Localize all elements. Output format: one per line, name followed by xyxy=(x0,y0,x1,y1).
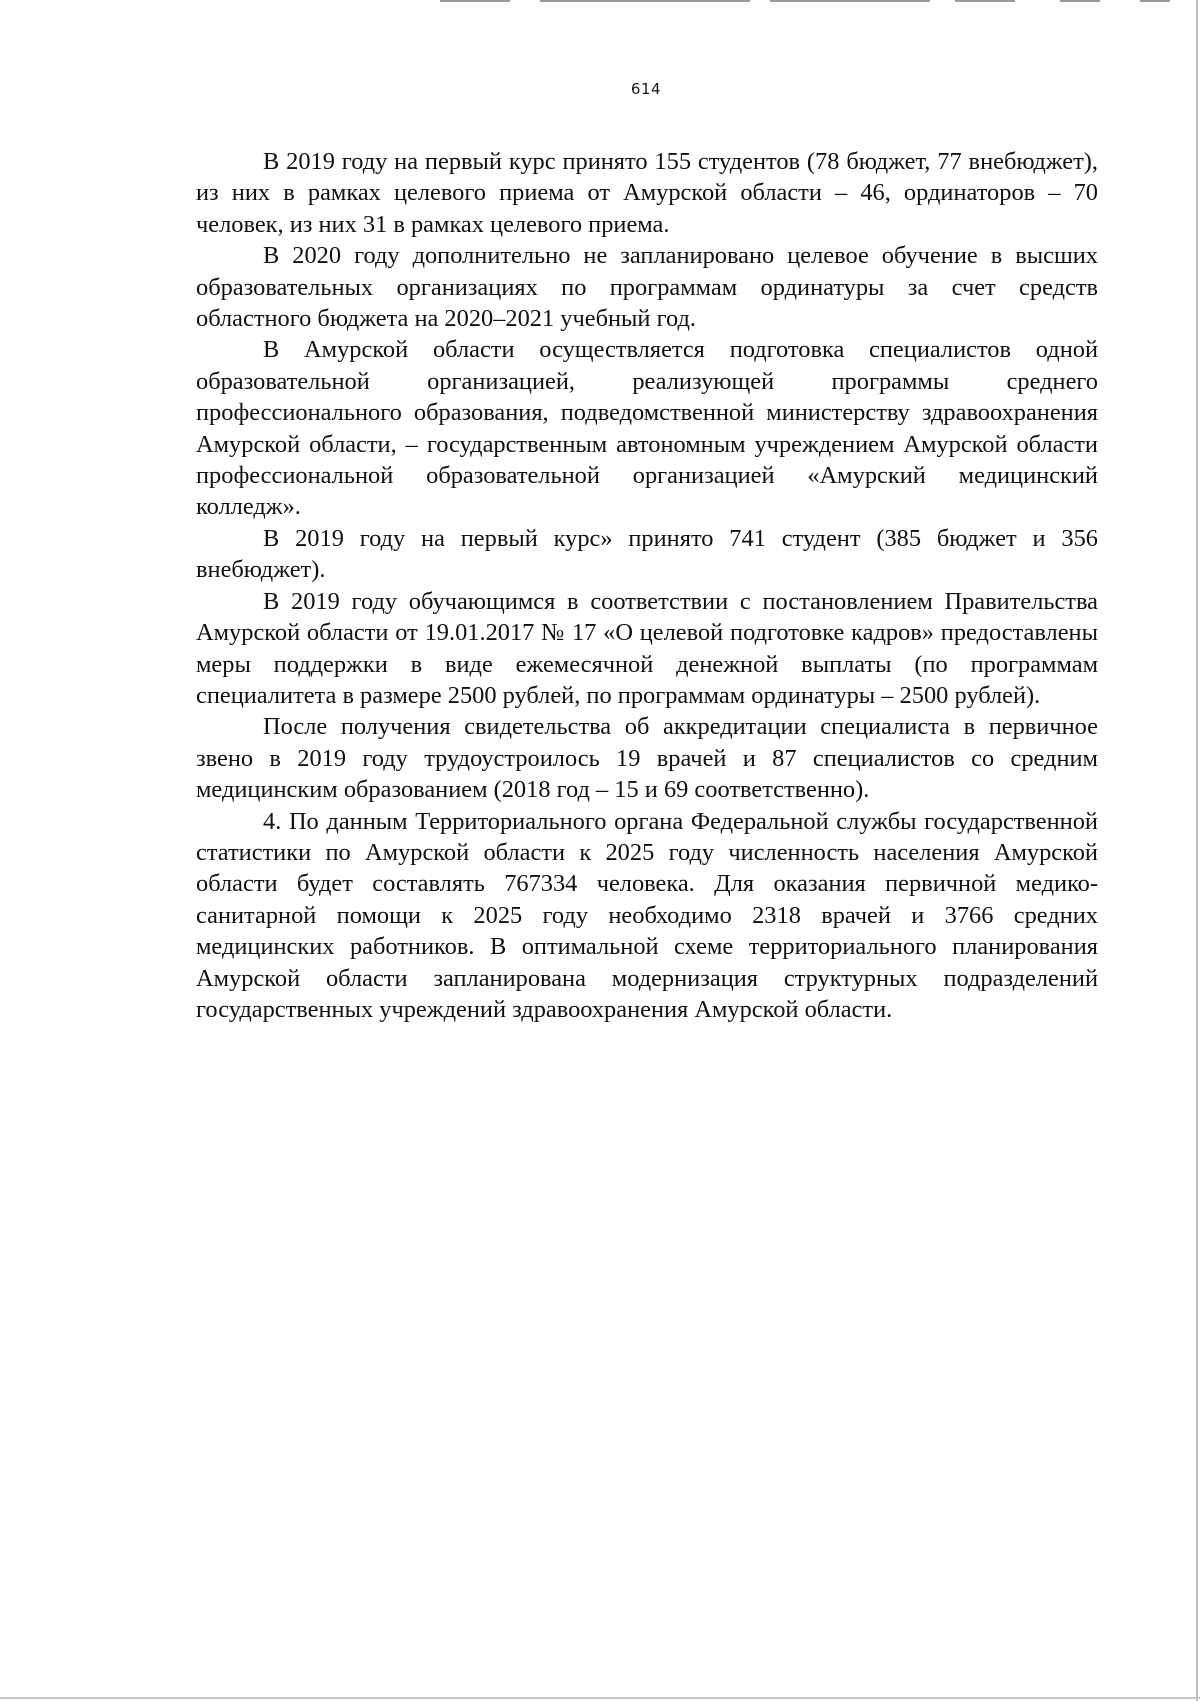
page-number: 614 xyxy=(630,80,662,98)
paragraph: В 2019 году на первый курс принято 155 студентов (78 бюджет, 77 внебюджет), из них в рамках целевого приема от Амурской области – 46, ординаторов – 70 человек, из них 31 в рамках целевого приема. xyxy=(196,148,1098,238)
paragraph: В 2019 году обучающимся в соответствии с постановлением Правительства Амурской области от 19.01.2017 № 17 «О целевой подготовке кадров» предоставлены меры поддержки в виде ежемесячной денежной выплаты (по программам специалитета в размере 2500 рублей, по программам ординатуры – 2500 рублей). xyxy=(196,587,1098,709)
scan-edge-marks xyxy=(0,0,1200,6)
paragraph: После получения свидетельства об аккредитации специалиста в первичное звено в 2019 году трудоустроилось 19 врачей и 87 специалистов со средним медицинским образованием (2018 год – 15 и 69 соответственно). xyxy=(196,713,1098,804)
paragraph: В Амурской области осуществляется подготовка специалистов одной образовательной организацией, реализующей программы среднего профессионального образования, подведомственной министерству здравоохранения Амурской области, – государственным автономным учреждением Амурской области профессиональной образовательной организацией «Амурский медицинский колледж». xyxy=(196,336,1098,521)
paragraph: В 2020 году дополнительно не запланировано целевое обучение в высших образовательных организациях по программам ординатуры за счет средств областного бюджета на 2020–2021 учебный год. xyxy=(196,242,1098,333)
paragraph: В 2019 году на первый курс» принято 741 студент (385 бюджет и 356 внебюджет). xyxy=(196,524,1098,584)
document-body xyxy=(196,146,1098,1025)
page-edge-right xyxy=(1196,0,1198,1701)
page-edge-bottom xyxy=(0,1697,1200,1699)
paragraph: 4. По данным Территориального органа Федеральной службы государственной статистики по Амурской области к 2025 году численность населения Амурской области будет составлять 767334 человека. Для оказания первичной медико-санитарной помощи к 2025 году необходимо 2318 врачей и 3766 средних медицинских работников. В оптимальной схеме территориального планирования Амурской области запланирована модернизация структурных подразделений государственных учреждений здравоохранения Амурской области. xyxy=(196,807,1098,1023)
